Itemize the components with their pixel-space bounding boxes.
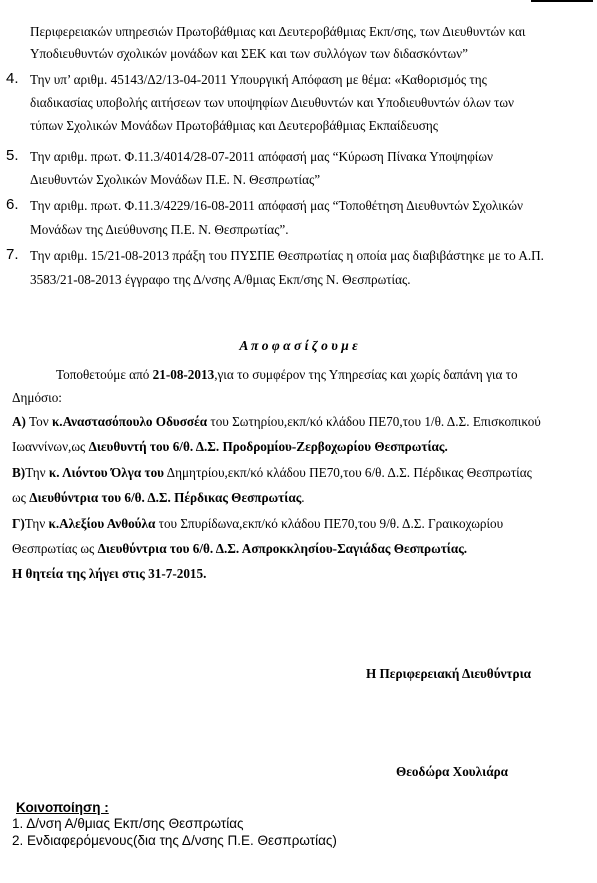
item-line: Την αριθμ. πρωτ. Φ.11.3/4229/16-08-2011 απόφασή μας “Τοποθέτηση Διευθυντών Σχολικών bbox=[30, 198, 524, 213]
signature-name: Θεοδώρα Χουλιάρα bbox=[396, 764, 508, 779]
role: Διευθύντρια του 6/θ. Δ.Σ. Ασπροκκλησίου-Σαγιάδας Θεσπρωτίας. bbox=[97, 541, 468, 556]
item-line: Μονάδων της Διεύθυνσης Π.Ε. Ν. Θεσπρωτίας”. bbox=[30, 222, 289, 237]
item-line: Την αριθμ. πρωτ. Φ.11.3/4014/28-07-2011 απόφασή μας “Κύρωση Πίνακα Υποψηφίων bbox=[30, 149, 493, 164]
signature-title: Η Περιφερειακή Διευθύντρια bbox=[366, 666, 532, 681]
paragraph-a-line-1: Α) Τον κ.Αναστασόπουλο Οδυσσέα του Σωτηρίου,εκπ/κό κλάδου ΠΕ70,του 1/θ. Δ.Σ. Επισκοπικού bbox=[12, 414, 541, 429]
item-number: 4. bbox=[6, 70, 19, 87]
paragraph-b-line-2: ως Διευθύντρια του 6/θ. Δ.Σ. Πέρδικας Θεσπρωτίας. bbox=[12, 490, 305, 505]
role: Διευθυντή του 6/θ. Δ.Σ. Προδρομίου-Ζερβοχωρίου Θεσπρωτίας. bbox=[88, 439, 448, 454]
paragraph-c-line-1: Γ)Την κ.Αλεξίου Ανθούλα του Σπυρίδωνα,εκπ/κό κλάδου ΠΕ70,του 9/θ. Δ.Σ. Γραικοχωρίου bbox=[12, 516, 504, 531]
intro-line-2: Υποδιευθυντών σχολικών μονάδων και ΣΕΚ και των συλλόγων των διδασκόντων” bbox=[30, 46, 468, 61]
paragraph-a-line-2: Ιωαννίνων,ως Διευθυντή του 6/θ. Δ.Σ. Προδρομίου-Ζερβοχωρίου Θεσπρωτίας. bbox=[12, 439, 448, 454]
notification-heading: Κοινοποίηση : bbox=[16, 800, 109, 815]
top-edge-line bbox=[531, 0, 593, 2]
item-line: Την αριθμ. 15/21-08-2013 πράξη του ΠΥΣΠΕ Θεσπρωτίας η οποία μας διαβιβάστηκε με το Α.Π. bbox=[30, 248, 544, 263]
item-number: 5. bbox=[6, 147, 19, 164]
notification-item-2: 2. Ενδιαφερόμενους(δια της Δ/νσης Π.Ε. Θεσπρωτίας) bbox=[12, 833, 337, 848]
notification-item-1: 1. Δ/νση Α/θμιας Εκπ/σης Θεσπρωτίας bbox=[12, 816, 244, 831]
decision-heading: Α π ο φ α σ ί ζ ο υ μ ε bbox=[239, 338, 358, 353]
item-line: Διευθυντών Σχολικών Μονάδων Π.Ε. Ν. Θεσπρωτίας” bbox=[30, 172, 321, 187]
intro-line-1: Περιφερειακών υπηρεσιών Πρωτοβάθμιας και Δευτεροβάθμιας Εκπ/σης, των Διευθυντών και bbox=[30, 24, 526, 39]
item-number: 7. bbox=[6, 246, 19, 263]
paragraph-b-line-1: Β)Την κ. Λιόντου Όλγα του Δημητρίου,εκπ/κό κλάδου ΠΕ70,του 6/θ. Δ.Σ. Πέρδικας Θεσπρωτίας bbox=[12, 465, 532, 480]
item-line: Την υπ’ αριθμ. 45143/Δ2/13-04-2011 Υπουργική Απόφαση με θέμα: «Καθορισμός της bbox=[30, 72, 487, 87]
item-line: 3583/21-08-2013 έγγραφο της Δ/νσης Α/θμιας Εκπ/σης Ν. Θεσπρωτίας. bbox=[30, 272, 411, 287]
decision-line-2: Δημόσιο: bbox=[12, 390, 62, 405]
decision-date: 21-08-2013 bbox=[152, 367, 215, 382]
decision-line-1: Τοποθετούμε από 21-08-2013,για το συμφέρον της Υπηρεσίας και χωρίς δαπάνη για το bbox=[56, 367, 518, 382]
person-name: κ.Αλεξίου Ανθούλα bbox=[48, 516, 156, 531]
item-line: τύπων Σχολικών Μονάδων Πρωτοβάθμιας και Δευτεροβάθμιας Εκπαίδευσης bbox=[30, 118, 438, 133]
role: Διευθύντρια του 6/θ. Δ.Σ. Πέρδικας Θεσπρωτίας bbox=[29, 490, 302, 505]
person-name: κ.Αναστασόπουλο Οδυσσέα bbox=[51, 414, 208, 429]
person-name: κ. Λιόντου Όλγα του bbox=[48, 465, 165, 480]
item-line: διαδικασίας υποβολής αιτήσεων των υποψηφίων Διευθυντών και Υποδιευθυντών όλων των bbox=[30, 95, 514, 110]
term-text: Η θητεία της λήγει στις 31-7-2015. bbox=[12, 566, 207, 581]
paragraph-c-line-2: Θεσπρωτίας ως Διευθύντρια του 6/θ. Δ.Σ. Ασπροκκλησίου-Σαγιάδας Θεσπρωτίας. bbox=[12, 541, 468, 556]
item-number: 6. bbox=[6, 196, 19, 213]
